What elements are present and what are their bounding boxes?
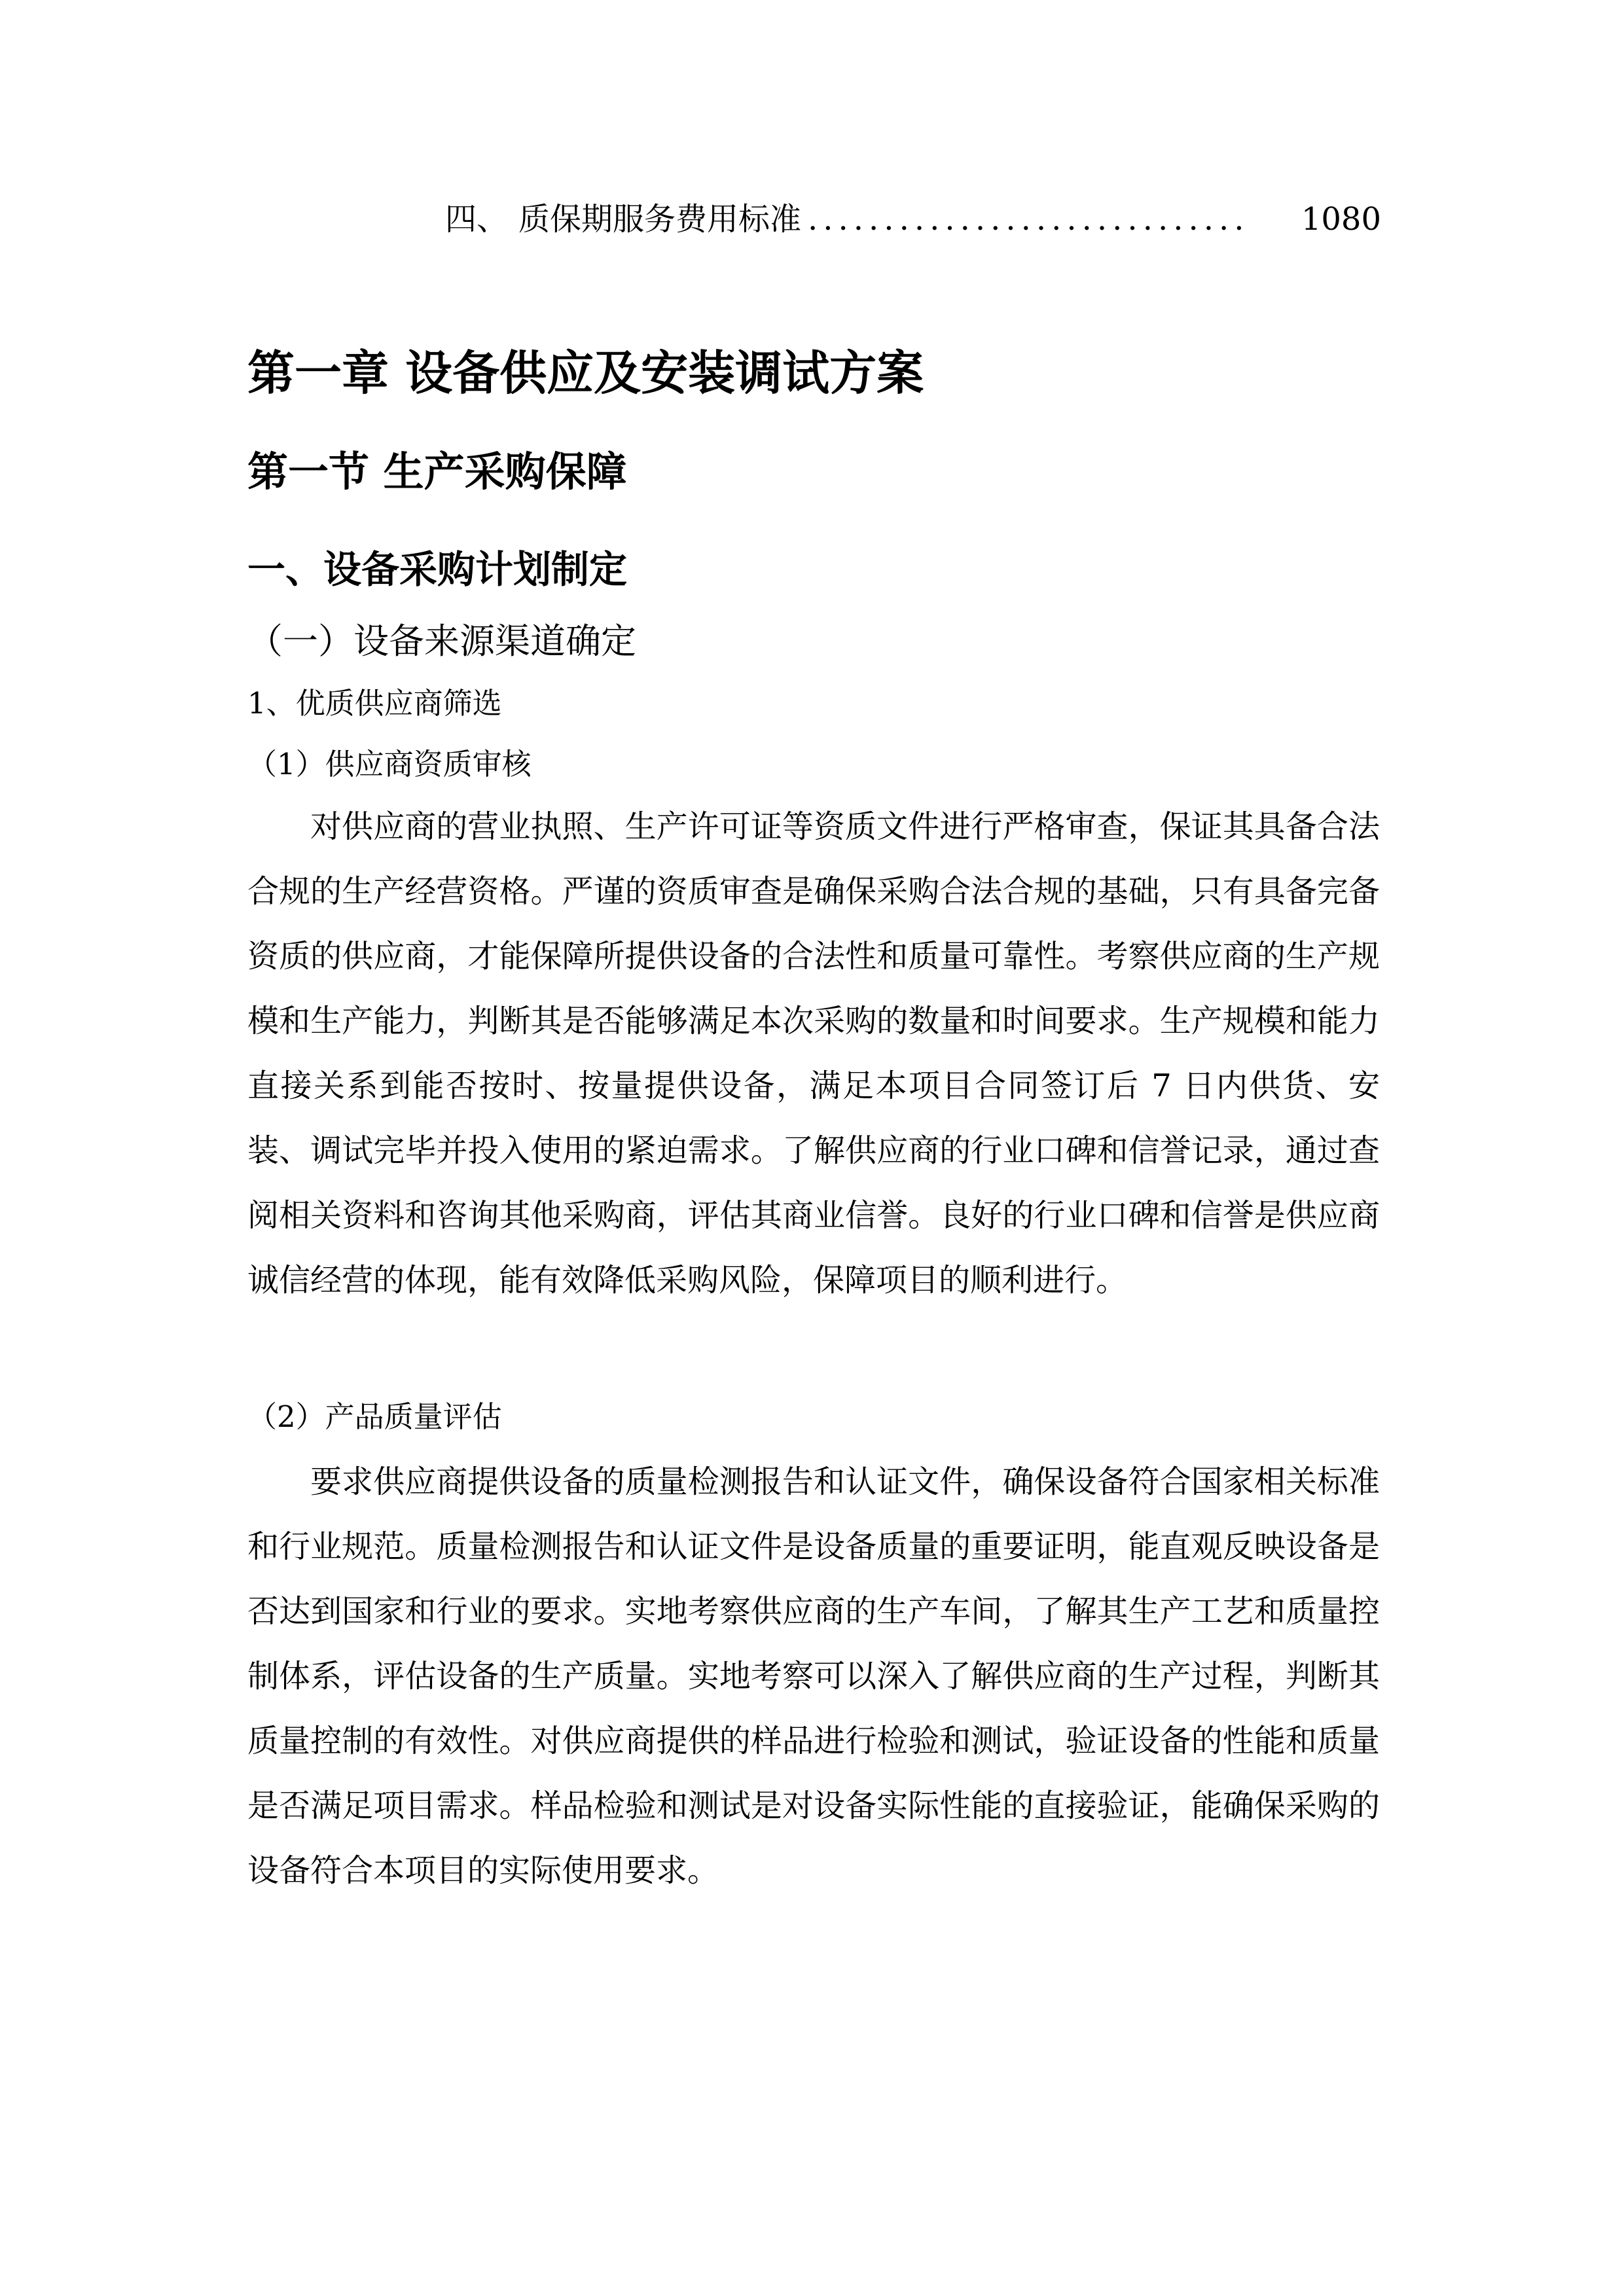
toc-entry-number: 四、 (445, 201, 509, 238)
toc-entry-leader-dots: ............................. (808, 201, 1250, 238)
section-title: 第一节 生产采购保障 (247, 448, 627, 495)
item-heading-quality: （2）产品质量评估 (247, 1399, 502, 1434)
toc-entry-page-number: 1080 (1301, 201, 1381, 238)
item-heading-qualification: （1）供应商资质审核 (247, 747, 532, 781)
toc-entry[interactable] (445, 193, 1381, 245)
numbered-heading: 1、优质供应商筛选 (247, 686, 502, 721)
paren-heading: （一）设备来源渠道确定 (247, 620, 636, 662)
toc-entry-title: 质保期服务费用标准 (518, 201, 802, 238)
subsection-title: 一、设备采购计划制定 (247, 547, 628, 592)
paragraph-quality: 要求供应商提供设备的质量检测报告和认证文件，确保设备符合国家相关标准和行业规范。质量检测报告和认证文件是设备质量的重要证明，能直观反映设备是否达到国家和行业的要求。实地考察供应商的生产车间，了解其生产工艺和质量控制体系，评估设备的生产质量。实地考察可以深入了解供应商的生产过程，判断其质量控制的有效性。对供应商提供的样品进行检验和测试，验证设备的性能和质量是否满足项目需求。样品检验和测试是对设备实际性能的直接验证，能确保采购的设备符合本项目的实际使用要求。 (247, 1463, 1380, 1889)
chapter-title: 第一章 设备供应及安装调试方案 (247, 346, 924, 401)
paragraph-qualification: 对供应商的营业执照、生产许可证等资质文件进行严格审查，保证其具备合法合规的生产经营资格。严谨的资质审查是确保采购合法合规的基础，只有具备完备资质的供应商，才能保障所提供设备的合法性和质量可靠性。考察供应商的生产规模和生产能力，判断其是否能够满足本次采购的数量和时间要求。生产规模和能力直接关系到能否按时、按量提供设备，满足本项目合同签订后 7 日内供货、安装、调试完毕并投入使用的紧迫需求。了解供应商的行业口碑和信誉记录，通过查阅相关资料和咨询其他采购商，评估其商业信誉。良好的行业口碑和信誉是供应商诚信经营的体现，能有效降低采购风险，保障项目的顺利进行。 (247, 808, 1380, 1299)
